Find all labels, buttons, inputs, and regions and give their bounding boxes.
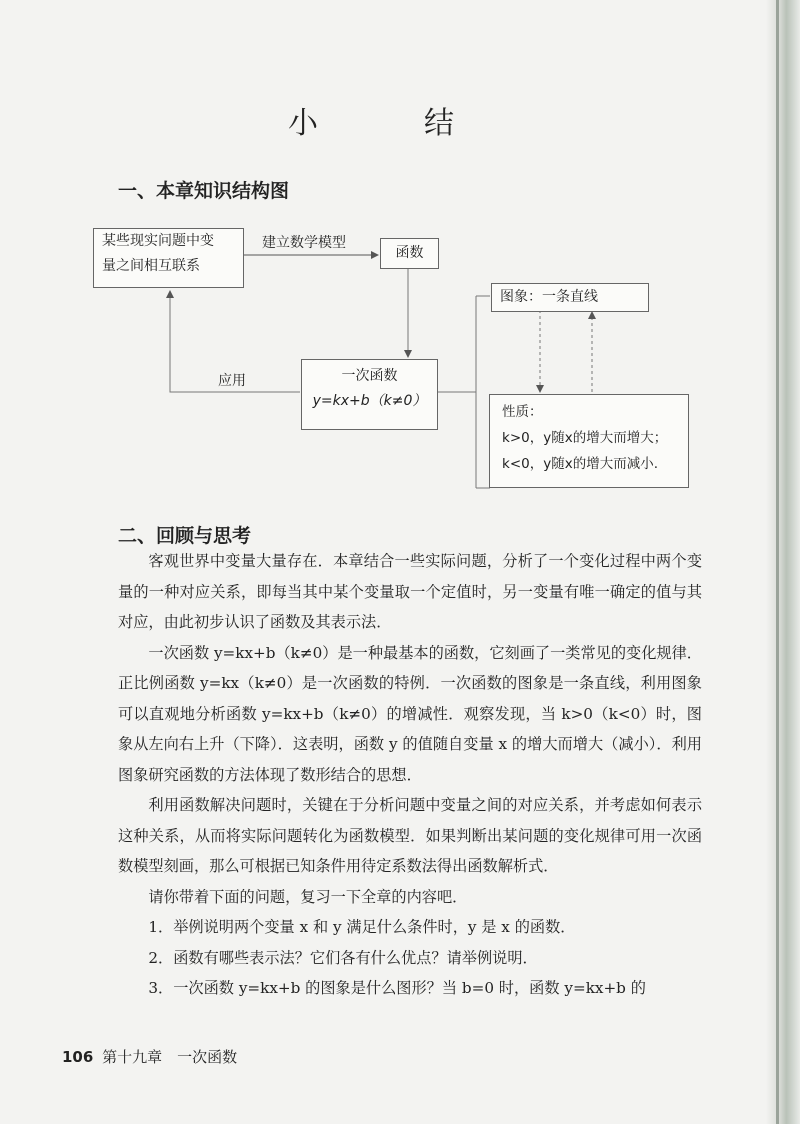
- box-property: [489, 394, 689, 488]
- question-item: 1．举例说明两个变量 x 和 y 满足什么条件时，y 是 x 的函数．: [148, 918, 576, 936]
- box-real-world-line-1: 某些现实问题中变: [102, 233, 214, 249]
- linear-function-formula: y=kx+b（k≠0）: [312, 393, 427, 409]
- chapter-title: 第十九章 一次函数: [102, 1048, 238, 1066]
- property-line-2: k<0，y随x的增大而减小.: [502, 456, 658, 472]
- paragraph: 请你带着下面的问题，复习一下全章的内容吧．: [148, 887, 468, 906]
- label-build-model: 建立数学模型: [262, 235, 346, 251]
- question-item: 2．函数有哪些表示法？它们各有什么优点？请举例说明．: [148, 948, 538, 967]
- box-real-world-line-2: 量之间相互联系: [102, 258, 200, 274]
- property-line-1: k>0，y随x的增大而增大；: [502, 430, 668, 446]
- box-linear-function: [301, 359, 438, 430]
- section-heading-structure: 一、本章知识结构图: [118, 180, 290, 202]
- section-heading-review: 二、回顾与思考: [118, 525, 252, 547]
- paragraph: 一次函数 y=kx+b（k≠0）是一种最基本的函数，它刻画了一类常见的变化规律．正比例函数 y=kx（k≠0）是一次函数的特例．一次函数的图象是一条直线，利用图象可以直观地分析函数 y=kx+b（k≠0）的增减性．观察发现，当 k>0（k<0）时，图象从左向右上升（下降）．这表明，函数 y 的值随自变量 x 的增大而增大（减小）．利用图象研究函数的方法体现了数形结合的思想．: [118, 643, 702, 784]
- label-apply: 应用: [218, 373, 246, 389]
- paragraph: 客观世界中变量大量存在．本章结合一些实际问题，分析了一个变化过程中两个变量的一种对应关系，即每当其中某个变量取一个定值时，另一变量有唯一确定的值与其对应，由此初步认识了函数及其表示法．: [118, 552, 702, 631]
- linear-function-title: 一次函数: [341, 368, 398, 384]
- box-function: 函数: [380, 238, 439, 269]
- property-title: 性质：: [502, 404, 543, 420]
- question-item: 3．一次函数 y=kx+b 的图象是什么图形？当 b=0 时，函数 y=kx+b 的: [148, 979, 646, 997]
- paragraph: 利用函数解决问题时，关键在于分析问题中变量之间的对应关系，并考虑如何表示这种关系，从而将实际问题转化为函数模型．如果判断出某问题的变化规律可用一次函数模型刻画，那么可根据已知条件用待定系数法得出函数解析式．: [118, 796, 702, 875]
- page-title: 小 结: [288, 106, 492, 141]
- review-body: [118, 546, 702, 1004]
- page-number: 106: [62, 1048, 94, 1066]
- box-real-world-problem: [93, 228, 244, 288]
- page-footer: [62, 1046, 237, 1067]
- box-graph: 图象：一条直线: [491, 283, 649, 312]
